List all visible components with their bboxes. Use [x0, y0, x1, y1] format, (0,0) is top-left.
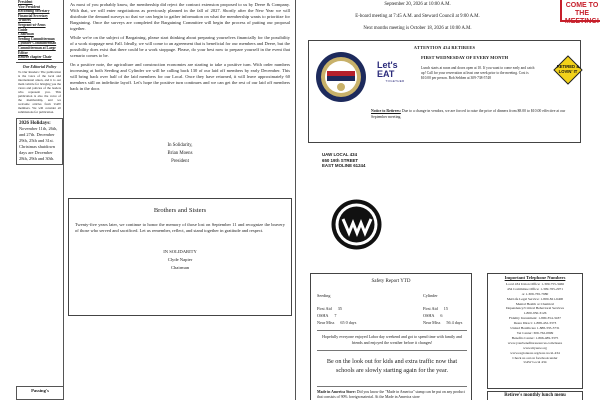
- holidays-title: 2026 Holidays:: [19, 120, 51, 126]
- telephone-line: Dependency/Critical Behavioral Services: [506, 306, 564, 311]
- seeding-stat-row: [317, 319, 356, 326]
- officer-role: Seeding Committeeman: [18, 36, 55, 41]
- stat-label: OSHA: [317, 313, 329, 318]
- seeding-label: Seeding: [317, 293, 331, 298]
- stat-value: 15: [443, 306, 448, 311]
- memorial-closing: IN SOLIDARITY: [163, 249, 197, 254]
- address-line: EAST MOLINE 61244: [322, 163, 366, 168]
- telephone-line: Fidelity Investment: 1-800-354-3437: [509, 316, 561, 321]
- editorial-policy-box: [16, 62, 63, 115]
- school-traffic-note: Be on the look out for kids and extra traffic now that schools are slowly starting again for the year.: [317, 350, 467, 375]
- retiree-notice: [371, 109, 577, 120]
- article-paragraph: While we're on the subject of Bargaining, please start thinking about preparing yourselves financially for the possibility of a work stoppage next Fall. Ideally, we will come to an agreement that is beneficial for our members and Deere, but the possibility does exist that there could be a work stoppage. Please, do your best now to prepare yourself in the event that scenario comes to be.: [70, 35, 290, 58]
- officer-role: Recording Secretary: [18, 9, 50, 14]
- mailing-address: [322, 152, 365, 169]
- stat-label: Near Miss: [317, 320, 335, 325]
- officer-role: Sergeant-at-Arms: [18, 22, 46, 27]
- telephone-line: Mental Health or Chemical: [515, 301, 555, 306]
- president-article: [70, 2, 290, 95]
- officer-entry: [16, 46, 63, 51]
- lets-eat-text: Let's EAT: [377, 60, 398, 79]
- safety-report-box: [310, 273, 472, 400]
- retirees-attention-title: ATTENTION 434 RETIREES: [413, 45, 476, 50]
- next-meeting-info: Next months meeting is October 18, 2026 at 10:00 A.M.: [363, 26, 472, 31]
- telephone-line: www.yourbenefitsresources.com/deere: [507, 340, 563, 345]
- memorial-title: Brothers and Sisters: [153, 207, 207, 214]
- made-in-america-note: [317, 386, 467, 400]
- officers-list: [16, 0, 63, 60]
- telephone-numbers-list: [490, 282, 580, 365]
- memorial-signature: [69, 248, 291, 272]
- telephone-line: Check us out on facebook under: [512, 355, 558, 360]
- labor-day-note: Hopefully everyone enjoyed Labor day weekend and got to spend time with family and friends and enjoyed the weather before it changes!: [317, 330, 467, 345]
- together-text: TOGETHER: [385, 79, 405, 83]
- officer-role: Financial Secretary: [18, 13, 48, 18]
- editorial-policy-text: To Our Readers: The publication is the voice of the local and international union, and it is our main vehicle for bringing you the views and policies of the leaders who represent you. This publication is also the voice of the membership, and we welcome articles from UAW members. We will consider all submissions for publication.: [18, 69, 61, 114]
- officer-role: Committeeman at Large: [18, 45, 56, 50]
- right-column: [296, 0, 600, 400]
- officer-role: Trustees: [18, 18, 31, 23]
- officers-sidebar: [16, 0, 64, 400]
- telephone-line: 1-800-950-3126: [523, 311, 547, 316]
- signature-closing: In Solidarity,: [167, 143, 193, 148]
- telephone-line: MetLife Legal Service: 1-800-821-6400: [506, 296, 564, 301]
- cylinder-stats: [423, 305, 462, 326]
- cylinder-label: Cylinder: [423, 293, 438, 298]
- cylinder-stat-row: [423, 312, 462, 319]
- officer-role: President: [18, 0, 33, 4]
- safety-report-title: Safety Report YTD: [371, 279, 411, 284]
- retiree-notice-label: Notice to Retirees:: [371, 109, 401, 113]
- passings-box: [16, 386, 64, 400]
- officer-role: Chairman: [18, 32, 34, 37]
- signature-title: President: [171, 159, 189, 164]
- come-to-meeting-banner: COME TO THE MEETING!: [560, 0, 600, 22]
- retiree-lunch-menu-box: Retiree's monthly lunch menu: [487, 391, 583, 400]
- membership-meeting-date: September 20, 2026 at 10:00 A.M.: [384, 2, 451, 7]
- seeding-stat-row: [317, 305, 356, 312]
- article-paragraph: As most of you probably know, the membership did reject the contract extension proposed to us by Deere & Company. With that, we will enter negotiations as previously planned in the fall of 2027. Shortly after the New Year we will distribute the demand surveys so that we can begin to gather information on what the membership wants to prioritize for Bargaining. Once the surveys are completed the Bargaining Committee will begin the process of putting our proposal together.: [70, 2, 290, 31]
- seeding-stats: [317, 305, 356, 326]
- article-paragraph: On a positive note, the agriculture and construction economies are starting to take a positive turn. With order numbers increasing at both Seeding and Cylinder we will be calling back 130 of our laid off members by early December. This will bring back over half of the laid members for our Local. Once they have returned, it will leave approximately 60 members still on indefinite layoff. Let's hope the positive turn continues and we can get the rest of our laid off members back in the door.: [70, 62, 290, 91]
- telephone-numbers-title: Important Telephone Numbers: [504, 275, 566, 280]
- memorial-box: [68, 198, 292, 316]
- stat-value: 6: [440, 313, 443, 318]
- telephone-line: www.myuaw.org: [523, 345, 547, 350]
- stat-label: Near Miss: [423, 320, 441, 325]
- president-signature: [64, 142, 296, 166]
- telephone-line: Local 434 Union Office: 1-309-755-3466: [505, 281, 565, 286]
- officer-role: Retiree chapter Chair: [18, 55, 52, 60]
- retired-sign-icon: [553, 55, 583, 85]
- retiree-lunch-text: Lunch starts at noon and doors open at 10. If you want to come early and catch up! Call for your reservation at least one week prior to the meeting. Cost is $10.00 per person. Bob Sebben at 309-738-5748: [421, 66, 535, 80]
- made-in-america-text: Did you know the "Made in America" stamp can be put on any product that consists of 90% foreign material. At the Made in America store: [317, 390, 465, 399]
- officer-role: Editor: [18, 50, 28, 55]
- cylinder-stat-row: [423, 319, 462, 326]
- cylinder-stat-row: [423, 305, 462, 312]
- officer-role: Vice President: [18, 4, 41, 9]
- stat-value: 7: [334, 313, 337, 318]
- memorial-signer-name: Clyde Napier: [167, 257, 193, 262]
- meeting-info: [310, 2, 525, 38]
- seeding-stat-row: [317, 312, 356, 319]
- made-in-america-label: Made in America Store:: [317, 390, 356, 394]
- address-line: 650 19th STREET: [322, 157, 359, 163]
- telephone-line: Benefits Center: 1-866-489-3375: [511, 335, 559, 340]
- retiree-notice-text: Due to a change in vendors, we are forced to raise the price of dinners from $8.00 to $10.00 effective at our September meeting.: [371, 109, 566, 119]
- officer-entry: [16, 55, 63, 60]
- telephone-line: 434 Committee Office: 1-309-765-2971: [506, 286, 564, 291]
- memorial-signer-title: Chairman: [170, 265, 190, 270]
- stat-label: OSHA: [423, 313, 435, 318]
- lets-eat-together-logo: [377, 57, 413, 87]
- memorial-text: Twenty-five years later, we continue to honor the memory of those lost on September 11 and recognize the bravery of those who served and sacrificed. Let us remember, reflect, and stand together in gratitude and respect.: [75, 222, 285, 233]
- uaw-logo-icon: [331, 199, 382, 250]
- holidays-text: November 11th, 26th, and 27th. December 29th, 25th and 31st. Christmas shutdown days are December 28th, 29th and 30th.: [19, 125, 58, 161]
- editorial-policy-title: Our Editorial Policy: [22, 63, 57, 69]
- stat-label: First Aid: [423, 306, 438, 311]
- telephone-line: or 1-309-765-7980: [521, 291, 549, 296]
- retired-sign-label: RETIRED & LOVIN' IT: [556, 64, 580, 74]
- telephone-line: United Healthcare 1-888-335-3731: [510, 326, 560, 331]
- telephone-line: UAW Local 434: [523, 360, 547, 365]
- address-line: UAW LOCAL 434: [322, 152, 358, 157]
- telephone-line: www.regionuaw.org/uaw-local-434: [510, 350, 560, 355]
- signature-name: Brian Moens: [167, 151, 193, 156]
- stat-value: 65 0 days: [340, 320, 357, 325]
- telephone-line: Vet Center: 309-762-0999: [516, 330, 554, 335]
- retirees-attention-box: [308, 40, 581, 143]
- eboard-meeting-info: E-board meeting at 7:45 A.M. and Steward Council at 9:00 A.M.: [355, 14, 480, 19]
- stat-value: 35: [337, 306, 342, 311]
- president-column: [64, 0, 296, 400]
- stat-value: 56 4 days: [446, 320, 463, 325]
- first-wednesday-heading: FIRST WEDNESDAY OF EVERY MONTH: [421, 55, 509, 60]
- union-seal-icon: [315, 51, 367, 103]
- holidays-box: [16, 118, 63, 165]
- telephone-line: Deere Direct: 1-888-432-3373: [513, 321, 557, 326]
- stat-label: First Aid: [317, 306, 332, 311]
- telephone-numbers-box: [487, 273, 583, 389]
- officer-role: Guide: [18, 27, 28, 32]
- officer-role: Cylinder Committeeman: [18, 41, 57, 46]
- passings-title: Passing's: [31, 388, 49, 393]
